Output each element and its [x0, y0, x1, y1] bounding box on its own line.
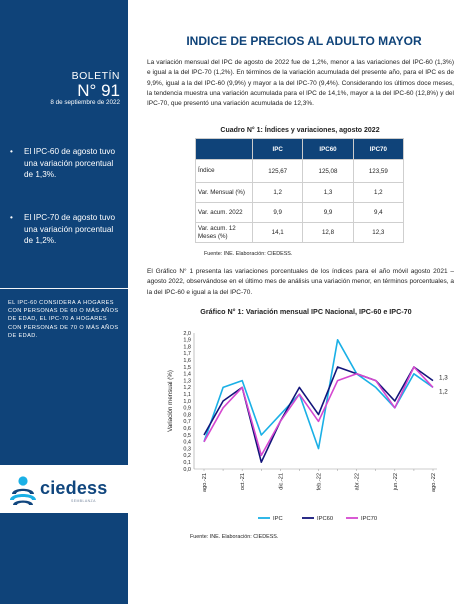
table-header-cell: IPC70 [353, 139, 403, 160]
y-tick-label: 0,0 [183, 466, 191, 473]
chart-paragraph: El Gráfico N° 1 presenta las variaciones porcentuales de los índices para el año móvil agosto 2021 – agosto 2022, observándose en el último mes de análisis una variación menor, en términos porcentuales, a la del IPC-60 e igual a la del IPC-70. [147, 268, 454, 296]
row-label: Var. acum. 2022 [196, 203, 253, 223]
line-chart [150, 317, 450, 529]
logo-tagline: SEMBLANZA [71, 499, 96, 503]
row-label: Índice [196, 160, 253, 183]
bullet-icon: • [10, 147, 13, 156]
table-header-cell: IPC [253, 139, 303, 160]
table-cell: 1,3 [303, 183, 353, 203]
highlight-ipc70 [8, 212, 124, 247]
series-line-ipc70 [204, 367, 433, 455]
y-tick-label: 0,1 [183, 460, 191, 466]
y-tick-label: 2,0 [183, 330, 191, 337]
chart-source: Fuente: INE. Elaboración: CIEDESS. [190, 534, 279, 540]
sidebar-divider [0, 288, 128, 289]
y-tick-label: 1,4 [183, 371, 191, 378]
y-tick-label: 1,8 [183, 344, 191, 351]
table-cell: 9,4 [353, 203, 403, 223]
y-tick-label: 0,8 [183, 412, 191, 419]
y-tick-label: 0,2 [183, 453, 191, 460]
y-tick-label: 1,6 [183, 358, 191, 364]
table-cell: 9,9 [253, 203, 303, 223]
y-tick-label: 1,3 [183, 378, 191, 385]
table-source: Fuente: INE. Elaboración: CIEDESS. [204, 251, 293, 257]
y-tick-label: 1,0 [183, 398, 191, 405]
y-tick-label: 0,5 [183, 432, 191, 439]
table-cell: 12,8 [303, 223, 353, 243]
y-tick-label: 0,7 [183, 419, 191, 426]
x-tick-label: abr.-22 [354, 473, 361, 491]
boletin-number: N° 91 [77, 81, 120, 100]
x-tick-label: oct.-21 [240, 473, 247, 491]
index-table [195, 138, 404, 243]
y-tick-label: 0,6 [183, 426, 191, 432]
y-tick-label: 1,7 [183, 351, 191, 358]
x-tick-label: ago.-22 [431, 473, 437, 492]
x-tick-label: feb.-22 [316, 473, 323, 491]
table-cell: 125,67 [253, 160, 303, 183]
y-tick-label: 1,2 [183, 385, 191, 392]
bullet-icon: • [10, 213, 13, 222]
y-tick-label: 0,9 [183, 405, 191, 412]
boletin-date: 8 de septiembre de 2022 [50, 99, 120, 106]
y-tick-label: 1,1 [183, 392, 191, 398]
y-tick-label: 1,9 [183, 337, 191, 344]
boletin-label: BOLETÍN [71, 70, 120, 82]
legend-label: IPC60 [317, 516, 334, 522]
row-label: Var. Mensual (%) [196, 183, 253, 203]
legend-label: IPC [273, 516, 283, 522]
logo-wordmark: ciedess [40, 478, 108, 498]
sidebar-note: EL IPC-60 CONSIDERA A HOGARES CON PERSONAS DE 60 O MÁS AÑOS DE EDAD, EL IPC-70 A HOGARES CON PERSONAS DE 70 O MÁS AÑOS DE EDAD. [8, 300, 119, 339]
table-row [196, 183, 404, 203]
intro-paragraph: La variación mensual del IPC de agosto de 2022 fue de 1,2%, menor a las variaciones del IPC-60 (1,3%) e igual a la del IPC-70 (1,2%). En términos de la variación acumulada del presente año, para el IPC es de 9,9%, igual a la del IPC-60 (9,9%) y mayor a la del IPC-70 (9,4%). Considerando los últimos doce meses, la tendencia muestra una variación acumulada para el IPC de 14,1%, mayor a la del IPC-60 (12,8%) y del IPC-70, que presentó una variación acumulada de 12,3%. [147, 59, 454, 108]
highlight-ipc60 [8, 146, 124, 181]
sidebar [0, 0, 128, 604]
highlight-text: El IPC-60 de agosto tuvo una variación porcentual de 1,3%. [24, 147, 116, 179]
table-header-cell [196, 139, 253, 160]
x-tick-label: jun.-22 [392, 473, 399, 491]
y-tick-label: 0,3 [183, 446, 191, 453]
table-row [196, 160, 404, 183]
legend-label: IPC70 [361, 516, 378, 522]
table-row [196, 203, 404, 223]
end-value-label: 1,2 [439, 388, 448, 396]
y-axis-title: Variación mensual (%) [167, 370, 174, 432]
table-cell: 1,2 [353, 183, 403, 203]
table-cell: 123,59 [353, 160, 403, 183]
y-tick-label: 1,5 [183, 364, 191, 371]
table-header-row [196, 139, 404, 160]
page-title: INDICE DE PRECIOS AL ADULTO MAYOR [186, 34, 422, 48]
chart-title: Gráfico N° 1: Variación mensual IPC Nacional, IPC-60 e IPC-70 [200, 307, 412, 316]
table-title: Cuadro N° 1: Índices y variaciones, agosto 2022 [220, 127, 380, 134]
table-row [196, 223, 404, 243]
end-value-label: 1,3 [439, 374, 448, 382]
ciedess-logo-icon [8, 474, 38, 506]
table-header-cell: IPC60 [303, 139, 353, 160]
table-cell: 14,1 [253, 223, 303, 243]
table-cell: 9,9 [303, 203, 353, 223]
x-tick-label: ago.-21 [202, 473, 208, 492]
row-label: Var. acum. 12 Meses (%) [196, 223, 253, 243]
table-cell: 12,3 [353, 223, 403, 243]
table-cell: 125,08 [303, 160, 353, 183]
table-cell: 1,2 [253, 183, 303, 203]
highlight-text: El IPC-70 de agosto tuvo una variación porcentual de 1,2%. [24, 213, 116, 245]
x-tick-label: dic.-21 [278, 473, 285, 490]
y-tick-label: 0,4 [183, 439, 191, 446]
